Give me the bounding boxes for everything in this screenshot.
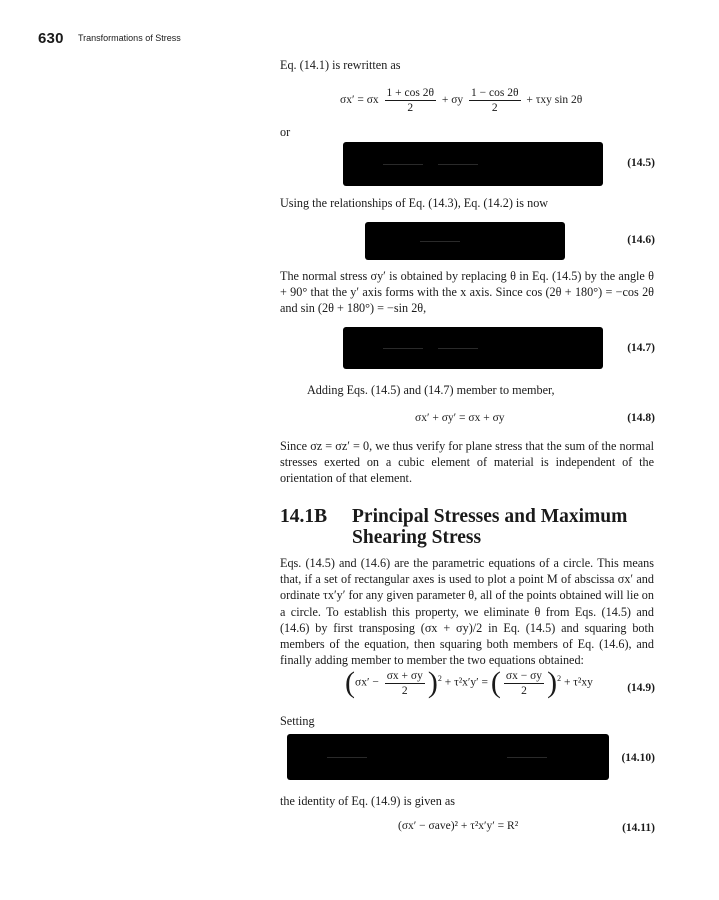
eq-number-14-6: (14.6) bbox=[627, 234, 655, 246]
eq-number-14-11: (14.11) bbox=[622, 822, 655, 834]
eq-rewrite-frac1 bbox=[385, 86, 436, 115]
eq9-rhs-frac bbox=[504, 669, 544, 698]
eq9-lhs-a: σx′ − bbox=[355, 676, 379, 689]
since-paragraph: Since σz = σz′ = 0, we thus verify for plane stress that the sum of the normal stresses exerted on a cubic element of material is independent of the orientation of that element. bbox=[280, 439, 654, 486]
eq9-lhs-denominator: 2 bbox=[401, 684, 408, 697]
using-line: Using the relationships of Eq. (14.3), Eq. (14.2) is now bbox=[280, 196, 549, 210]
frac2-denominator: 2 bbox=[491, 102, 498, 114]
eq-number-14-5: (14.5) bbox=[627, 157, 655, 169]
identity-line: the identity of Eq. (14.9) is given as bbox=[280, 794, 455, 808]
section-title-line2: Shearing Stress bbox=[352, 527, 482, 548]
normal-stress-paragraph: The normal stress σy′ is obtained by replacing θ in Eq. (14.5) by the angle θ + 90° that the y′ axis forms with the x axis. Since cos (2θ + 180°) = −cos 2θ and sin (2θ + 180°) = −sin 2θ, bbox=[280, 269, 654, 316]
frac1-denominator: 2 bbox=[407, 102, 414, 114]
eq-number-14-7: (14.7) bbox=[627, 342, 655, 354]
eq-rewrite-mid: + σy bbox=[441, 94, 464, 107]
eq9-rhs-numerator: σx − σy bbox=[505, 669, 543, 682]
eq-number-14-9: (14.9) bbox=[627, 682, 655, 694]
eq9-lhs-numerator: σx + σy bbox=[386, 669, 423, 682]
redacted-equation-14-10 bbox=[287, 734, 609, 780]
page-number: 630 bbox=[38, 30, 64, 47]
redacted-equation-14-5 bbox=[343, 142, 603, 186]
eq-rewrite-frac2 bbox=[469, 86, 520, 115]
frac2-numerator: 1 − cos 2θ bbox=[471, 87, 519, 99]
eq-number-14-8: (14.8) bbox=[627, 412, 655, 424]
running-title: Transformations of Stress bbox=[78, 33, 181, 43]
eq9-rhs-b: + τ²xy bbox=[563, 676, 593, 689]
eq-rewrite-lhs: σx′ = σx bbox=[340, 94, 379, 107]
setting-label: Setting bbox=[280, 714, 315, 728]
equation-rewrite bbox=[340, 86, 582, 115]
frac1-numerator: 1 + cos 2θ bbox=[386, 87, 434, 99]
section-title-line1: Principal Stresses and Maximum bbox=[352, 506, 628, 527]
equation-14-9: (σx′ − $\frac{\sigma x + \sigma y}{2}$ )$^2$ + τ²x′y′ = ( $\frac{\sigma x - \sigma y}{2}$ )$^2$ + τ²xy bbox=[345, 666, 593, 699]
section-heading bbox=[280, 506, 680, 548]
or-label: or bbox=[280, 125, 291, 139]
redacted-equation-14-6 bbox=[365, 222, 565, 260]
eq-number-14-10: (14.10) bbox=[621, 752, 655, 764]
adding-line: Adding Eqs. (14.5) and (14.7) member to member, bbox=[307, 383, 555, 397]
redacted-equation-14-7 bbox=[343, 327, 603, 369]
eq9-lhs-b: + τ²x′y′ = bbox=[444, 676, 489, 689]
eq9-rhs-denominator: 2 bbox=[521, 684, 527, 697]
section-number: 14.1B bbox=[280, 506, 328, 527]
eq-rewrite-tail: + τxy sin 2θ bbox=[526, 94, 583, 107]
intro-line: Eq. (14.1) is rewritten as bbox=[280, 58, 401, 72]
equation-14-8: σx′ + σy′ = σx + σy bbox=[415, 412, 505, 424]
equation-14-11: (σx′ − σave)² + τ²x′y′ = R² bbox=[398, 820, 519, 832]
eq9-lhs-frac bbox=[385, 669, 425, 698]
section-paragraph: Eqs. (14.5) and (14.6) are the parametric equations of a circle. This means that, if a set of rectangular axes is used to plot a point M of abscissa σx′ and ordinate τx′y′ for any given parameter θ, all of the points obtained will lie on a circle. To establish this property, we eliminate θ from Eqs. (14.5) and (14.6) by first transposing (σx + σy)/2 in Eq. (14.5) and squaring both members of the equation, then squaring both members of Eq. (14.6), and finally adding member to member the two equations obtained: bbox=[280, 556, 654, 668]
